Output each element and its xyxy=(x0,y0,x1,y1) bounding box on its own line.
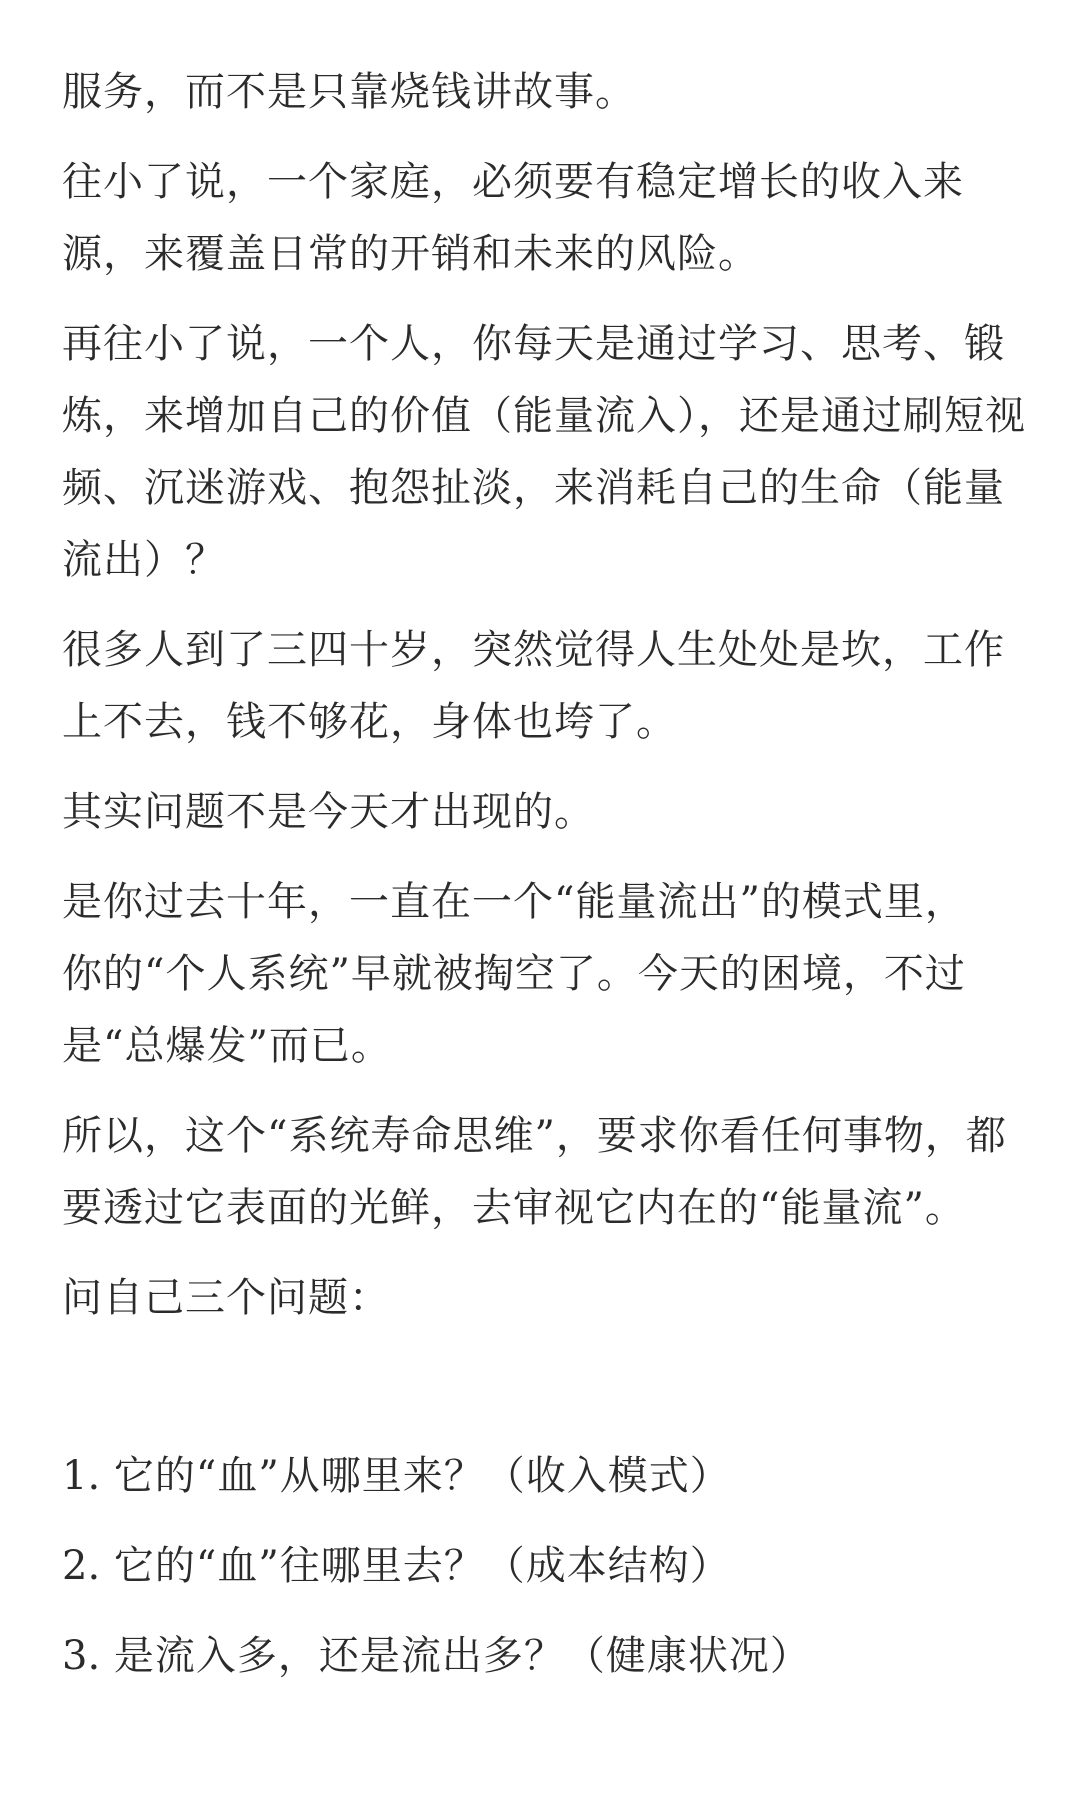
text-line: 源，来覆盖日常的开销和未来的风险。 xyxy=(62,231,759,277)
text-line: 炼，来增加自己的价值（能量流入），还是通过刷短视 xyxy=(62,393,1026,439)
text-line: 你的“个人系统”早就被掏空了。今天的困境，不过 xyxy=(62,951,966,997)
paragraph-7 xyxy=(62,1100,1022,1244)
question-item-2 xyxy=(62,1530,1022,1602)
text-line: 是“总爆发”而已。 xyxy=(62,1023,392,1069)
question-text: 是流入多，还是流出多？（健康状况） xyxy=(113,1633,811,1679)
text-line: 是你过去十年，一直在一个“能量流出”的模式里， xyxy=(62,879,966,925)
text-line: 再往小了说，一个人，你每天是通过学习、思考、锻 xyxy=(62,321,1005,367)
text-line: 要透过它表面的光鲜，去审视它内在的“能量流”。 xyxy=(62,1185,966,1231)
question-number: 3. xyxy=(62,1633,101,1679)
paragraph-1 xyxy=(62,56,1022,128)
paragraph-5 xyxy=(62,776,1022,848)
question-line xyxy=(62,1620,1022,1692)
paragraph-6 xyxy=(62,866,1022,1082)
article-body xyxy=(62,56,1026,1710)
paragraph-4 xyxy=(62,614,1022,758)
question-text: 它的“血”从哪里来？（收入模式） xyxy=(113,1453,731,1499)
text-line: 服务，而不是只靠烧钱讲故事。 xyxy=(62,69,636,115)
spacer xyxy=(62,1352,1022,1440)
text-line: 流出）？ xyxy=(62,537,226,583)
question-number: 2. xyxy=(62,1543,101,1589)
text-line: 很多人到了三四十岁，突然觉得人生处处是坎，工作 xyxy=(62,627,1005,673)
paragraph-3 xyxy=(62,308,1026,596)
text-line: 其实问题不是今天才出现的。 xyxy=(62,789,595,835)
text-line: 所以，这个“系统寿命思维”，要求你看任何事物，都 xyxy=(62,1113,1007,1159)
text-line: 上不去，钱不够花，身体也垮了。 xyxy=(62,699,677,745)
question-item-1 xyxy=(62,1440,1022,1512)
question-line xyxy=(62,1530,1022,1602)
paragraph-8 xyxy=(62,1262,1022,1334)
text-line: 频、沉迷游戏、抱怨扯淡，来消耗自己的生命（能量 xyxy=(62,465,1005,511)
paragraph-2 xyxy=(62,146,1022,290)
question-text: 它的“血”往哪里去？（成本结构） xyxy=(113,1543,731,1589)
question-number: 1. xyxy=(62,1453,101,1499)
text-line: 问自己三个问题： xyxy=(62,1275,390,1321)
question-item-3 xyxy=(62,1620,1022,1692)
question-line xyxy=(62,1440,1022,1512)
text-line: 往小了说，一个家庭，必须要有稳定增长的收入来 xyxy=(62,159,964,205)
